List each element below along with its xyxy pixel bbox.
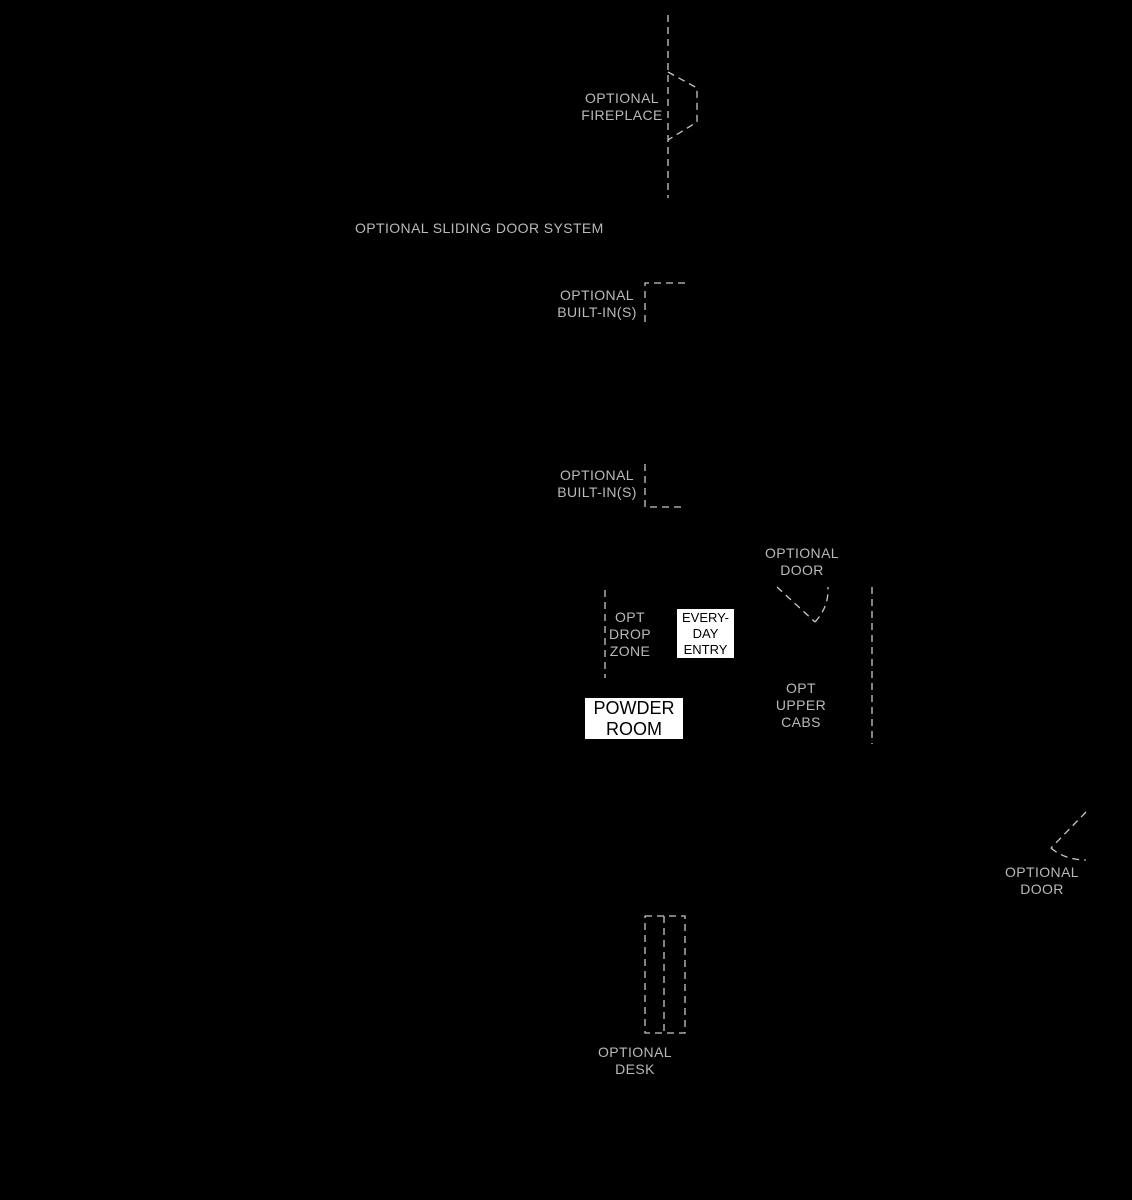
powder-room-label: POWDER ROOM	[585, 698, 683, 739]
door-right-label: OPTIONAL DOOR	[1005, 864, 1079, 897]
desk-outline	[645, 916, 685, 1033]
fireplace-outline	[668, 72, 697, 140]
door-top-label: OPTIONAL DOOR	[765, 545, 839, 578]
fireplace-label: OPTIONAL FIREPLACE	[581, 90, 663, 123]
builtin-lower-outline	[645, 464, 685, 507]
builtins-upper-label: OPTIONAL BUILT-IN(S)	[557, 287, 637, 320]
everyday-entry-label: EVERY- DAY ENTRY	[677, 609, 734, 658]
drop-zone-label: OPT DROP ZONE	[608, 609, 652, 659]
sliding-door-label: OPTIONAL SLIDING DOOR SYSTEM	[355, 220, 604, 236]
upper-cabs-label: OPT UPPER CABS	[775, 680, 827, 730]
door-top-arc	[815, 587, 828, 622]
builtin-upper-outline	[645, 283, 685, 326]
door-right-leaf	[1051, 812, 1086, 848]
desk-label: OPTIONAL DESK	[598, 1044, 672, 1077]
door-top-leaf	[777, 587, 815, 622]
door-right-arc	[1051, 848, 1086, 860]
builtins-lower-label: OPTIONAL BUILT-IN(S)	[557, 467, 637, 500]
